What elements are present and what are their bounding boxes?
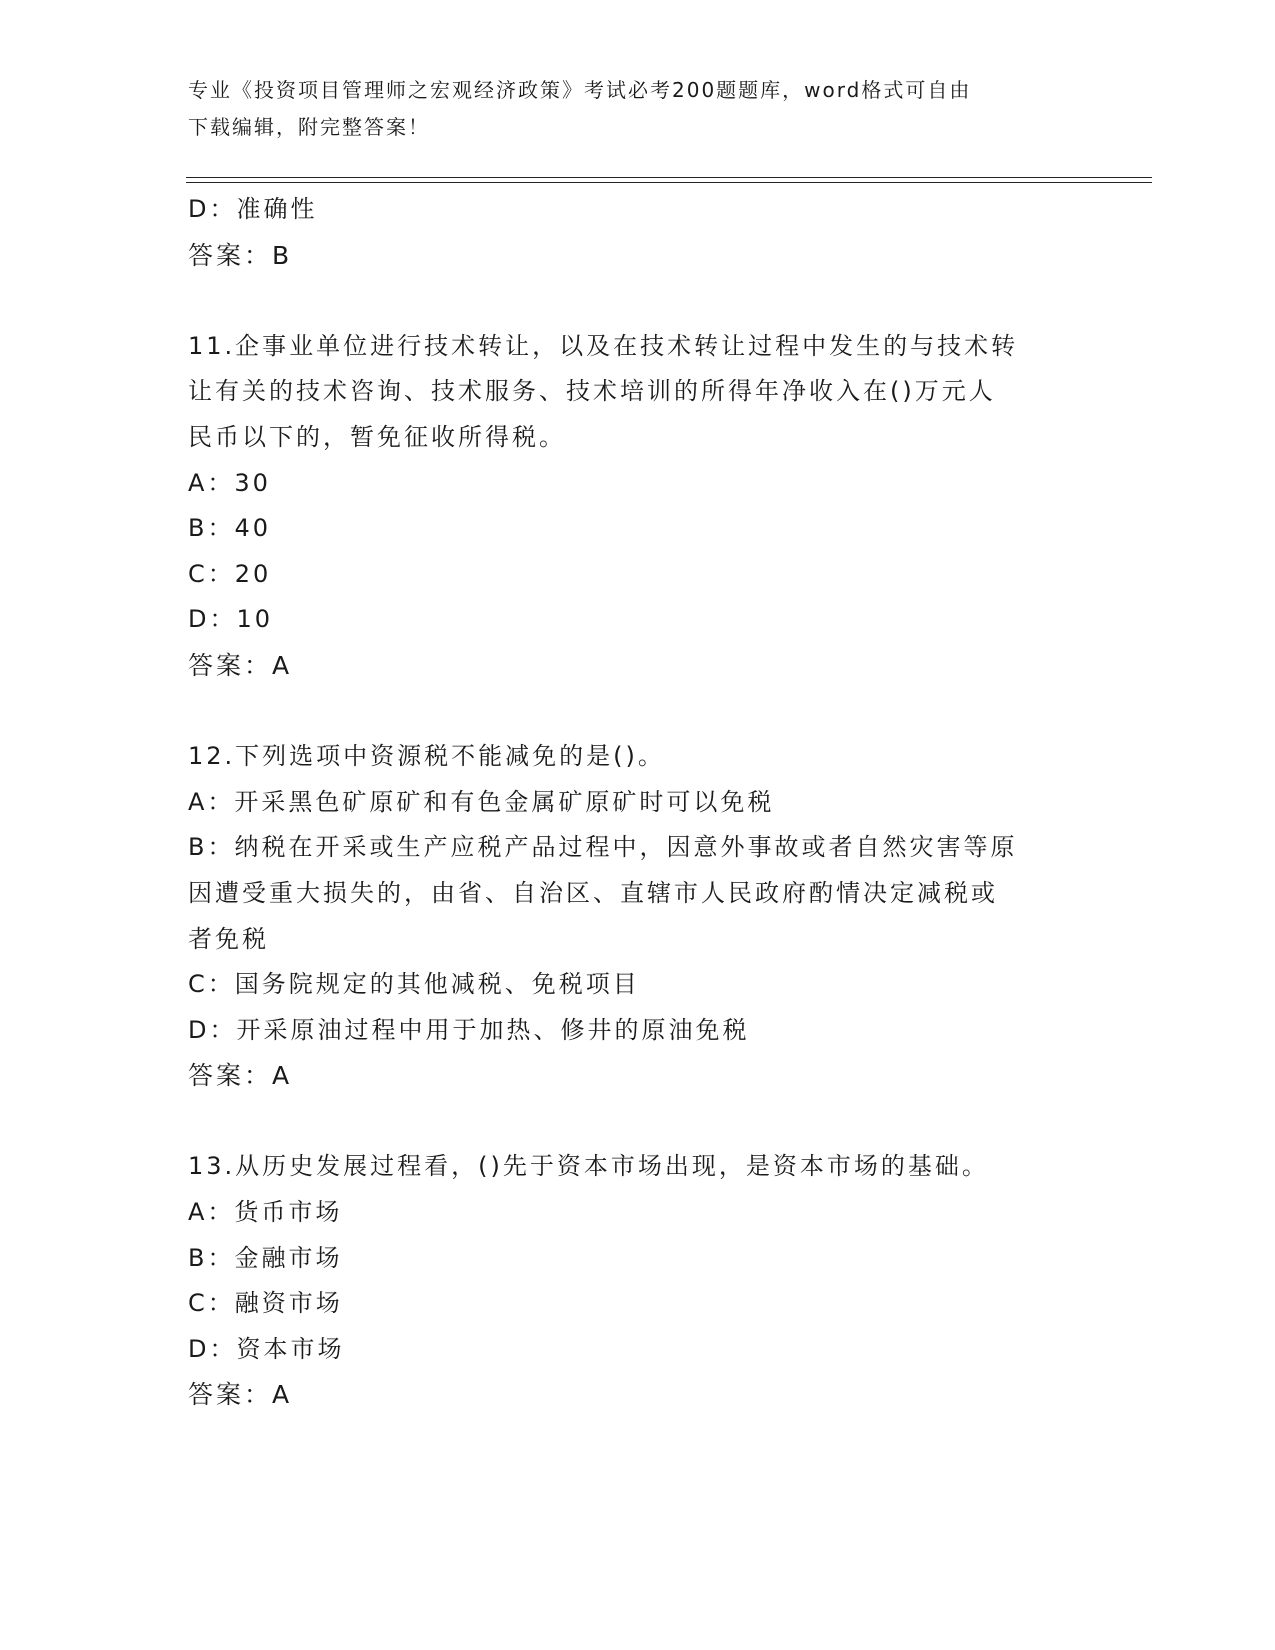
question-stem-line: 11.企事业单位进行技术转让，以及在技术转让过程中发生的与技术转 — [188, 331, 1019, 360]
page-header — [188, 72, 1068, 146]
option-c: C：融资市场 — [188, 1289, 343, 1318]
option-b-continued: 因遭受重大损失的，由省、自治区、直辖市人民政府酌情决定减税或 — [188, 878, 998, 907]
answer: 答案：A — [188, 1380, 293, 1410]
prev-option-d: D：准确性 — [188, 195, 318, 223]
answer: 答案：A — [188, 650, 293, 680]
header-line-2: 下载编辑，附完整答案！ — [188, 115, 430, 139]
question-stem-line: 让有关的技术咨询、技术服务、技术培训的所得年净收入在()万元人 — [188, 377, 996, 406]
question-13 — [188, 1144, 1088, 1418]
question-12 — [188, 734, 1088, 1099]
option-d: D：10 — [188, 605, 274, 634]
spacer — [188, 689, 1088, 735]
option-d: D：开采原油过程中用于加热、修井的原油免税 — [188, 1015, 750, 1044]
option-a: A：开采黑色矿原矿和有色金属矿原矿时可以免税 — [188, 787, 775, 816]
option-b: B：40 — [188, 514, 272, 543]
option-b: B：金融市场 — [188, 1243, 343, 1272]
header-rule-top — [186, 177, 1152, 178]
question-stem-line: 13.从历史发展过程看，()先于资本市场出现，是资本市场的基础。 — [188, 1152, 989, 1181]
prev-answer: 答案：B — [188, 240, 293, 270]
option-b: B：纳税在开采或生产应税产品过程中，因意外事故或者自然灾害等原 — [188, 833, 1018, 862]
spacer — [188, 278, 1088, 324]
question-stem-line: 12.下列选项中资源税不能减免的是()。 — [188, 742, 665, 771]
answer: 答案：A — [188, 1061, 293, 1091]
question-11 — [188, 324, 1088, 689]
option-d: D：资本市场 — [188, 1334, 345, 1363]
option-a: A：30 — [188, 468, 271, 497]
question-stem-line: 民币以下的，暂免征收所得税。 — [188, 422, 566, 451]
option-c: C：20 — [188, 559, 272, 588]
option-b-continued: 者免税 — [188, 924, 269, 953]
option-c: C：国务院规定的其他减税、免税项目 — [188, 970, 640, 999]
spacer — [188, 1099, 1088, 1145]
option-a: A：货币市场 — [188, 1198, 343, 1227]
header-rule-bottom — [186, 182, 1152, 183]
question-content — [188, 187, 1088, 1418]
header-line-1: 专业《投资项目管理师之宏观经济政策》考试必考200题题库，word格式可自由 — [188, 78, 972, 102]
